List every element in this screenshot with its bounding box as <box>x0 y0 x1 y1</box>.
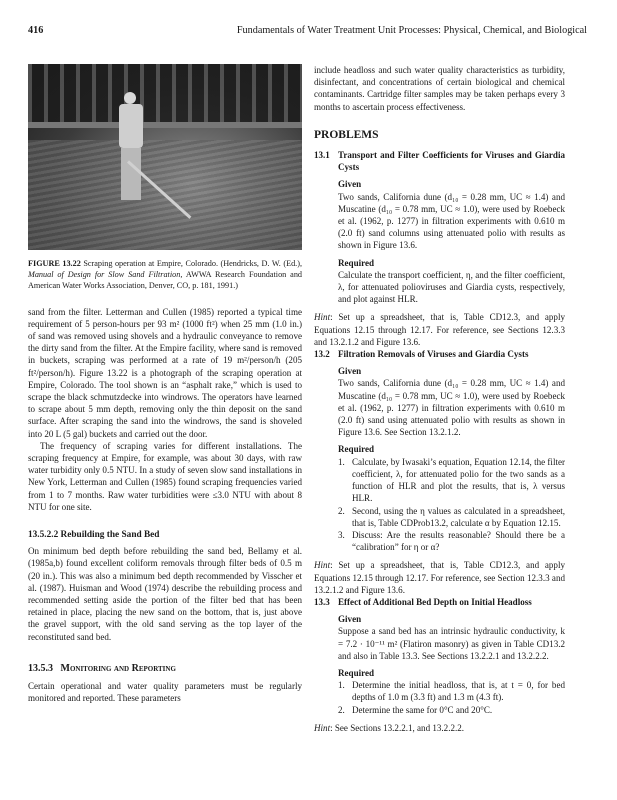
ceiling-beams <box>28 64 302 122</box>
problem-title: Effect of Additional Bed Depth on Initial Headloss <box>338 596 532 607</box>
problem-13-2: 13.2 Filtration Removals of Viruses and Giardia Cysts Given Two sands, California dune (d₁₀ = 0.28 mm, UC ≈ 1.4) and Muscatine (d₁₀ = 0.78 mm, UC ≈ 1.0), were used by Roebeck et al. (1962, p. 1277) in filtration experiments with 0.610 m (2.0 ft) sand using attenuated polio with results as shown in Figure 13.6. See Section 13.2.1.2. Required 1. Calculate, by Iwasaki’s equation, Equation 12.14, the filter coefficient, λ, for attenuated polio for the two sands as a function of HLR and plot the results, that is, λ versus HLR. 2. Second, using the η values as calculated in a spreadsheet, that is, Table CDProb13.2, calculate α by Equation 12.15. 3. Discuss: Are the results reasonable? Should there be a “calibration” for η or α? Hint: Set up a spreadsheet, that is, Table CD12.3, and apply Equations 12.15 through 12.17. For reference, see Section 12.3.3 and 13.2.1.2 and Figure 13.6. <box>314 349 565 595</box>
list-item: 1. Determine the initial headloss, that is, at t = 0, for bed depths of 1.0 m (3.3 ft) and 1.3 m (4.3 ft). <box>338 680 565 703</box>
paragraph: Certain operational and water quality parameters must be regularly monitored and reported. These parameters <box>28 681 302 704</box>
section-heading: 13.5.3 Monitoring and Reporting <box>28 662 176 674</box>
right-column <box>314 64 565 734</box>
caption-label: FIGURE 13.22 <box>28 259 81 268</box>
problem-13-1: 13.1 Transport and Filter Coefficients for Viruses and Giardia Cysts Given Two sands, California dune (d₁₀ = 0.28 mm, UC ≈ 1.4) and Muscatine (d₁₀ = 0.78 mm, UC ≈ 1.0), were used by Roebeck et al. (1962, p. 1277) in filtration experiments with 0.610 m (2.0 ft) sand columns using attenuated polio with results as shown in Figure 13.6. Required Calculate the transport coefficient, η, and the filter coefficient, λ, for attenuated polioviruses and Giardia cysts, respectively, and plot against HLR. Hint: Set up a spreadsheet, that is, Table CD12.3, and apply Equations 12.15 through 12.17. For reference, see Sections 12.3.3 and 13.2.1.2 and Figure 13.6. <box>314 150 565 347</box>
hint: Hint: Set up a spreadsheet, that is, Table CD12.3, and apply Equations 12.15 through 12.17. For reference, see Sections 12.3.3 and 13.2.1.2 and Figure 13.6. <box>314 312 565 347</box>
running-title: Fundamentals of Water Treatment Unit Processes: Physical, Chemical, and Biological <box>236 25 587 36</box>
paragraph: sand from the filter. Letterman and Cullen (1985) reported a typical time requirement of 5 person-hours per 93 m² (1000 ft²) when 25 mm (1.0 in.) of sand was removed using shovels and a hydraulic conveyance to remove the dirty sand from the filter. At the Empire facility, where sand is removed in buckets, scraping was performed at a rate of 19 m²/person/h (205 ft²/person/h). Figure 13.22 is a photograph of the scraping operation at Empire, Colorado. The tool shown is an “asphalt rake,” which is used to scrape the black schmutzdecke into windrows. The operators have learned to scrape about 5 mm depth, removing only the thin deposit on the sand surface. After scraping the sand into the windrows, the sand is shoveled into 20 L (5 gal) buckets and carried out the door. <box>28 306 302 439</box>
hint: Hint: Set up a spreadsheet, that is, Table CD12.3, and apply Equations 12.15 through 12.17. For reference, see Section 12.3.3 and 13.2.1.2 and Figure 13.6. <box>314 560 565 595</box>
list-item: 1. Calculate, by Iwasaki’s equation, Equation 12.14, the filter coefficient, λ, for attenuated polio for the two sands as a function of HLR and plot the results, that is, λ versus HLR. <box>338 456 565 504</box>
problem-13-3: 13.3 Effect of Additional Bed Depth on Initial Headloss Given Suppose a sand bed has an intrinsic hydraulic conductivity, k = 7.2 · 10⁻¹¹ m² (Flatiron masonry) as given in Table CD13.2 and also in Table 13.3. See Sections 13.2.2.1 and 13.2.2.2. Required 1. Determine the initial headloss, that is, at t = 0, for bed depths of 1.0 m (3.3 ft) and 1.3 m (4.3 ft). 2. Determine the same for 0°C and 20°C. Hint: See Sections 13.2.2.1, and 13.2.2.2. <box>314 596 565 733</box>
ceiling-girder <box>28 122 302 128</box>
paragraph: The frequency of scraping varies for different installations. The scraping frequency at Empire, for example, was about 30 days, with raw water turbidity only 0.5 NTU. In a study of seven slow sand installations in New York, Letterman and Cullen (1985) found scraping frequencies varied from 1 to 7 months. Raw water turbidities were ≤3.0 NTU with about 8 NTU for one site. <box>28 440 302 512</box>
figure-caption: FIGURE 13.22 Scraping operation at Empire, Colorado. (Hendricks, D. W. (Ed.), Manual of Design for Slow Sand Filtration, AWWA Research Foundation and American Water Works Association, Denver, CO, p. 181, 1991.) <box>28 259 303 291</box>
page-header <box>28 25 587 39</box>
hint: Hint: See Sections 13.2.2.1, and 13.2.2.2. <box>314 722 465 733</box>
problem-title: Transport and Filter Coefficients for Viruses and Giardia Cysts <box>338 150 565 173</box>
figure-photo <box>28 64 302 250</box>
worker-figure <box>116 92 146 200</box>
paragraph: On minimum bed depth before rebuilding the sand bed, Bellamy et al. (1985a,b) found excellent coliform removals through filter beds of 0.5 m (20 in.). This was also a minimum bed depth recommended by Visscher et al. (1987). Huisman and Wood (1974) describe the rebuilding process and recommended setting aside the portion of the filter bed that has been retained in place, placing the new sand on the bottom, that is, just above the gravel support, with the old sand serving as the top layer of the reconstituted sand bed. <box>28 546 302 642</box>
left-column <box>28 64 302 705</box>
page-number: 416 <box>28 25 44 36</box>
problems-heading: PROBLEMS <box>314 128 379 141</box>
list-item: 2. Determine the same for 0°C and 20°C. <box>338 704 493 715</box>
problem-title: Filtration Removals of Viruses and Giardia Cysts <box>338 349 529 360</box>
subsection-heading: 13.5.2.2 Rebuilding the Sand Bed <box>28 530 160 541</box>
paragraph: include headloss and such water quality characteristics as turbidity, disinfectant, and concentrations of certain biological and chemical contaminants. Cartridge filter samples may be taken perhaps every 3 months to ascertain process effectiveness. <box>314 65 565 112</box>
list-item: 3. Discuss: Are the results reasonable? Should there be a “calibration” for η or α? <box>338 529 565 553</box>
list-item: 2. Second, using the η values as calculated in a spreadsheet, that is, Table CDProb13.2, calculate α by Equation 12.15. <box>338 505 565 528</box>
